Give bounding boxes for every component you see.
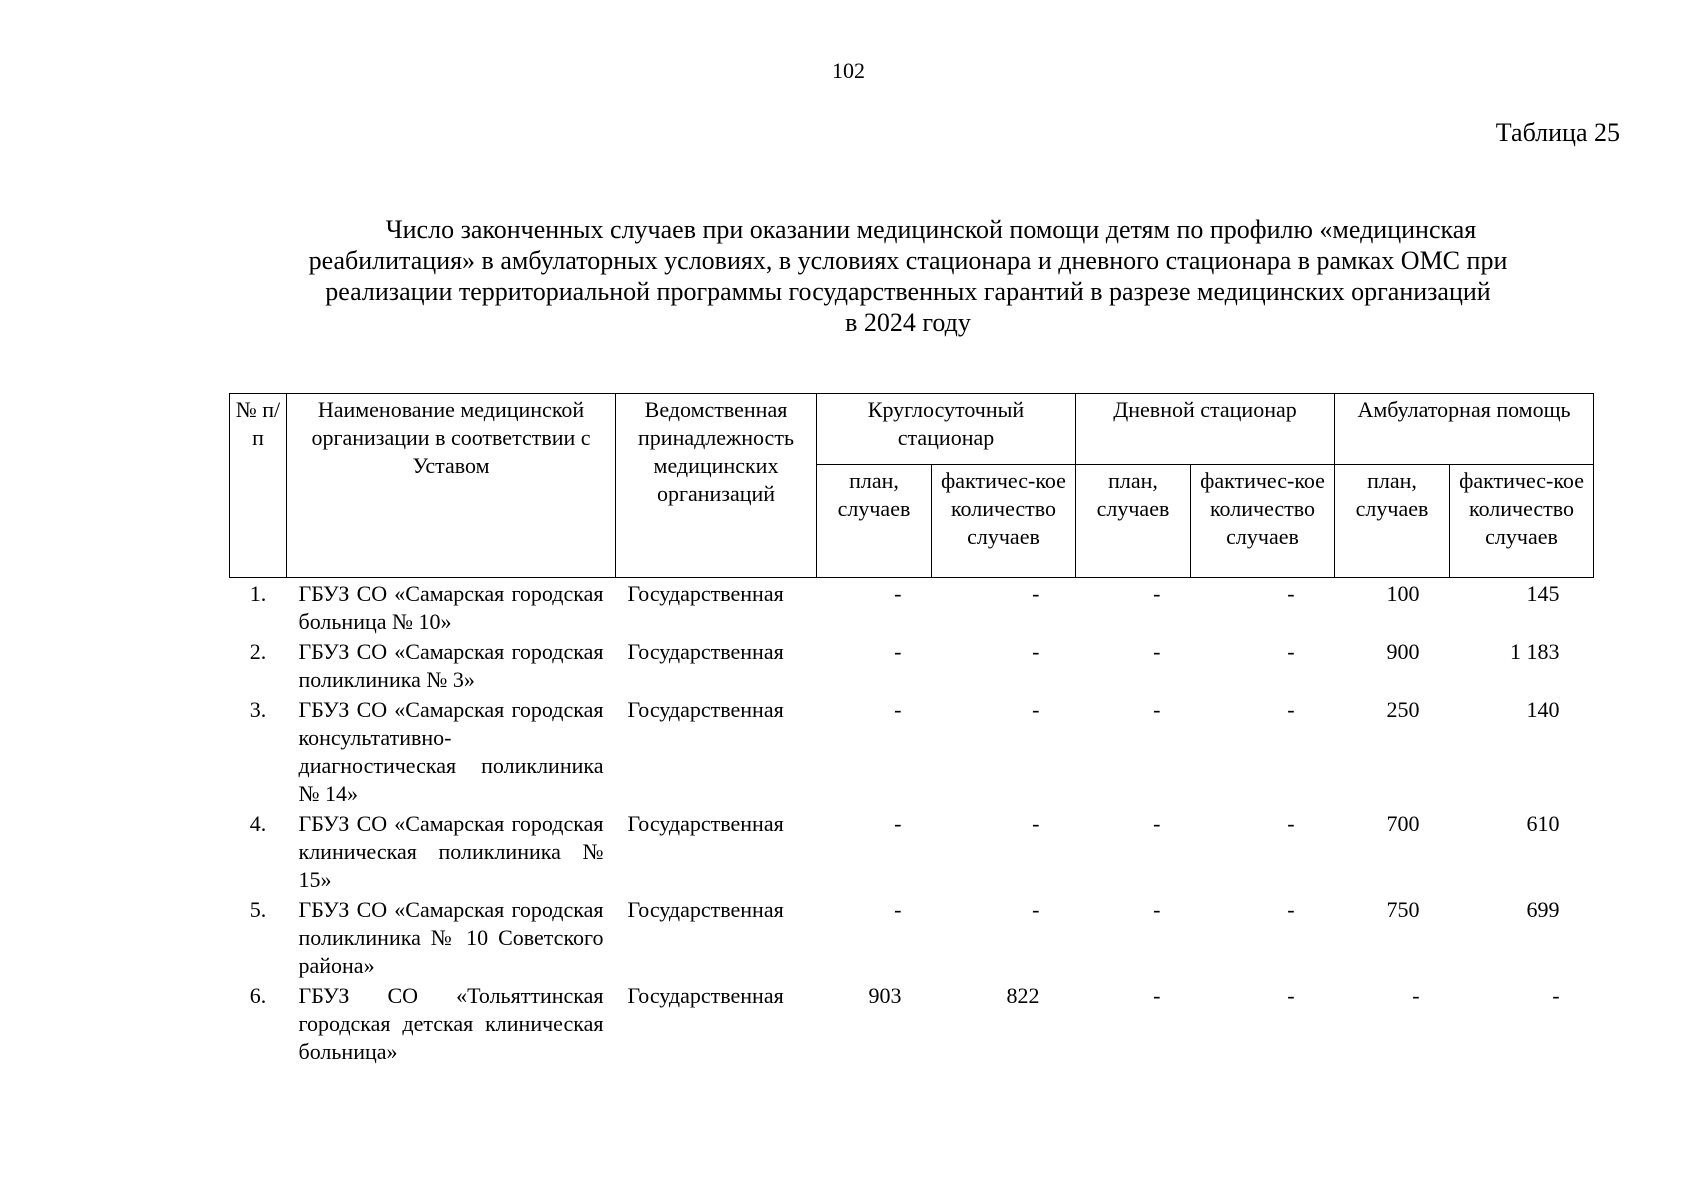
- header-day-hospital: Дневной стационар: [1076, 394, 1335, 465]
- table-row: [230, 636, 1594, 694]
- row-org-name: ГБУЗ СО «Самарская городская поликлиника № 10 Советского района»: [298, 897, 604, 978]
- row-num: 5.: [249, 897, 267, 922]
- row-dh-plan: -: [1153, 897, 1161, 922]
- row-op-fact: 610: [1526, 811, 1560, 836]
- header-op-plan: план, случаев: [1335, 465, 1450, 578]
- row-op-plan: 250: [1386, 697, 1420, 722]
- row-rc-fact: -: [1032, 697, 1040, 722]
- row-dh-fact: -: [1287, 639, 1295, 664]
- table-row: [230, 894, 1594, 980]
- table-label: Таблица 25: [1495, 118, 1620, 147]
- header-org-name: Наименование медицинской организации в соответствии с Уставом: [287, 394, 616, 578]
- row-rc-fact: -: [1032, 639, 1040, 664]
- row-org-name: ГБУЗ СО «Самарская городская поликлиника № 3»: [298, 639, 604, 692]
- header-rc-fact: фактичес-кое количество случаев: [932, 465, 1076, 578]
- row-rc-fact: -: [1032, 581, 1040, 606]
- table-body: [230, 578, 1594, 1067]
- title-line-1: Число законченных случаев при оказании медицинской помощи детям по профилю «медицинская: [385, 215, 1477, 244]
- header-num: № п/п: [230, 394, 287, 578]
- row-rc-fact: -: [1032, 811, 1040, 836]
- title-line-4: в 2024 году: [845, 308, 971, 337]
- row-org-name: ГБУЗ СО «Тольяттинская городская детская клиническая больница»: [298, 983, 604, 1064]
- row-op-fact: -: [1552, 983, 1560, 1008]
- header-outpatient: Амбулаторная помощь: [1335, 394, 1594, 465]
- row-department: Государственная: [627, 581, 784, 606]
- row-rc-plan: -: [894, 897, 902, 922]
- row-op-fact: 1 183: [1510, 639, 1560, 664]
- row-op-fact: 145: [1526, 581, 1560, 606]
- row-op-fact: 699: [1526, 897, 1560, 922]
- table-row: [230, 694, 1594, 808]
- row-org-name: ГБУЗ СО «Самарская городская консультативно-диагностическая поликлиника № 14»: [298, 697, 604, 806]
- document-title: [228, 214, 1588, 338]
- header-dh-plan: план, случаев: [1076, 465, 1191, 578]
- table-row: [230, 980, 1594, 1066]
- row-dh-plan: -: [1153, 581, 1161, 606]
- row-num: 4.: [249, 811, 267, 836]
- row-dh-plan: -: [1153, 639, 1161, 664]
- header-rc-plan: план, случаев: [817, 465, 932, 578]
- row-dh-fact: -: [1287, 811, 1295, 836]
- row-dh-fact: -: [1287, 897, 1295, 922]
- header-department: Ведомственная принадлежность медицинских организаций: [616, 394, 817, 578]
- row-dh-plan: -: [1153, 983, 1161, 1008]
- row-department: Государственная: [627, 697, 784, 722]
- row-department: Государственная: [627, 983, 784, 1008]
- row-rc-plan: -: [894, 581, 902, 606]
- row-rc-fact: -: [1032, 897, 1040, 922]
- row-dh-fact: -: [1287, 697, 1295, 722]
- row-dh-plan: -: [1153, 811, 1161, 836]
- title-line-2: реабилитация» в амбулаторных условиях, в условиях стационара и дневного стационара в рамках ОМС при: [308, 246, 1508, 275]
- row-dh-fact: -: [1287, 983, 1295, 1008]
- table-row: [230, 578, 1594, 637]
- row-num: 1.: [249, 581, 267, 606]
- row-num: 2.: [249, 639, 267, 664]
- row-department: Государственная: [627, 639, 784, 664]
- row-dh-fact: -: [1287, 581, 1295, 606]
- row-rc-plan: 903: [868, 983, 902, 1008]
- row-op-plan: 900: [1386, 639, 1420, 664]
- row-rc-plan: -: [894, 811, 902, 836]
- row-rc-fact: 822: [1006, 983, 1040, 1008]
- row-org-name: ГБУЗ СО «Самарская городская больница № 10»: [298, 581, 604, 634]
- cases-table: [229, 393, 1594, 1066]
- row-department: Государственная: [627, 811, 784, 836]
- row-op-fact: 140: [1526, 697, 1560, 722]
- row-dh-plan: -: [1153, 697, 1161, 722]
- row-op-plan: -: [1412, 983, 1420, 1008]
- row-op-plan: 100: [1386, 581, 1420, 606]
- table-row: [230, 808, 1594, 894]
- title-line-3: реализации территориальной программы государственных гарантий в разрезе медицинских организаций: [325, 277, 1491, 306]
- row-num: 6.: [249, 983, 267, 1008]
- row-op-plan: 700: [1386, 811, 1420, 836]
- row-num: 3.: [249, 697, 267, 722]
- row-rc-plan: -: [894, 639, 902, 664]
- header-round-clock-hospital: Круглосуточный стационар: [817, 394, 1076, 465]
- header-dh-fact: фактичес-кое количество случаев: [1191, 465, 1335, 578]
- row-org-name: ГБУЗ СО «Самарская городская клиническая поликлиника № 15»: [298, 811, 604, 892]
- row-department: Государственная: [627, 897, 784, 922]
- row-op-plan: 750: [1386, 897, 1420, 922]
- page-number: 102: [832, 58, 865, 83]
- row-rc-plan: -: [894, 697, 902, 722]
- header-op-fact: фактичес-кое количество случаев: [1450, 465, 1594, 578]
- table-header: [230, 394, 1594, 578]
